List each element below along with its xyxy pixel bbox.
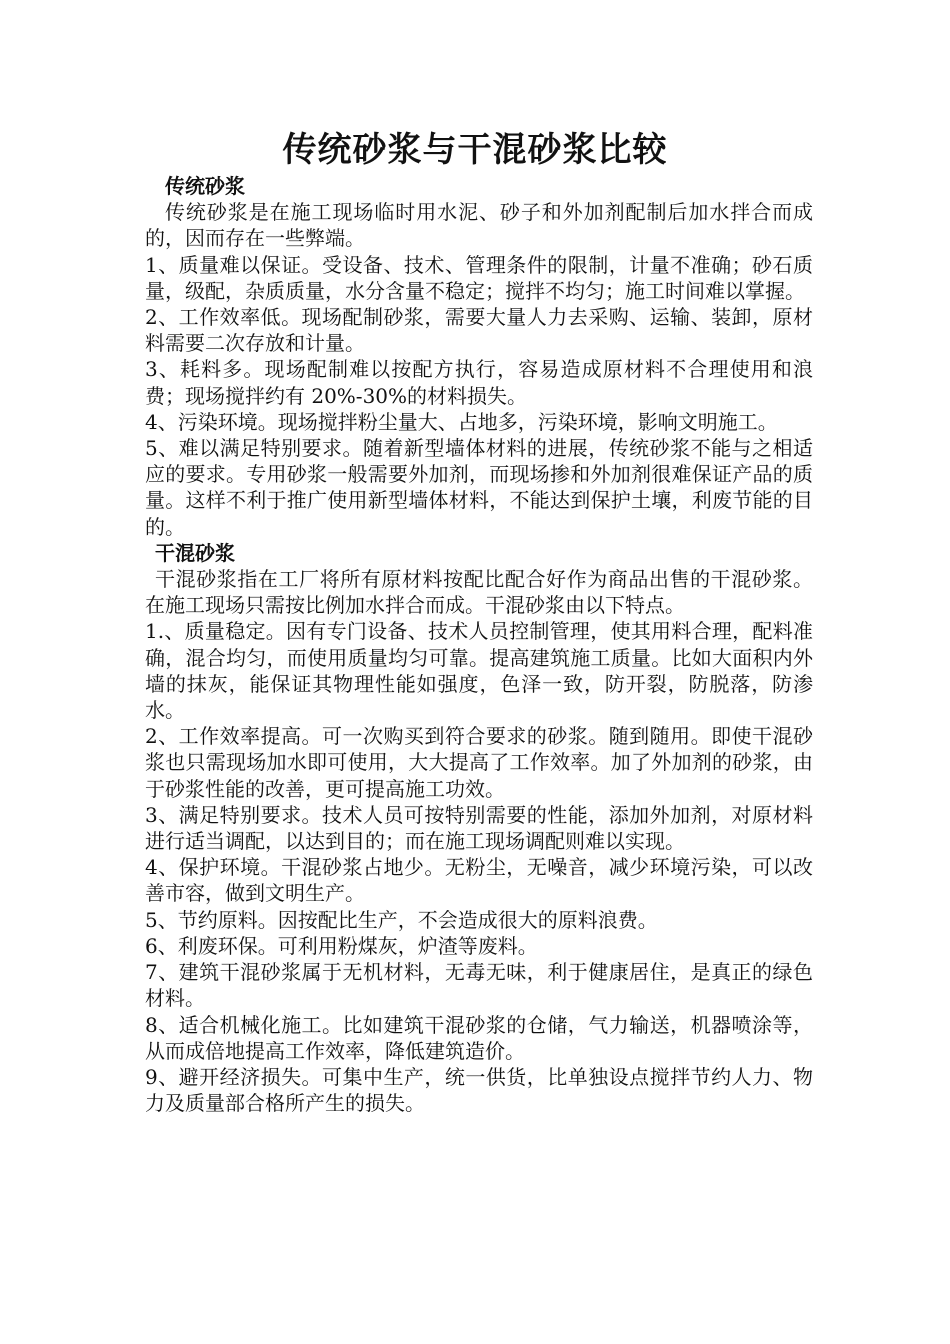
list-item: 4、保护环境。干混砂浆占地少。无粉尘，无噪音，减少环境污染，可以改善市容，做到文明生产。 xyxy=(145,855,813,906)
list-item: 7、建筑干混砂浆属于无机材料，无毒无味，利于健康居住，是真正的绿色材料。 xyxy=(145,960,813,1011)
list-item: 3、耗料多。现场配制难以按配方执行，容易造成原材料不合理使用和浪费；现场搅拌约有 20%-30%的材料损失。 xyxy=(145,357,813,408)
section-intro-traditional: 传统砂浆是在施工现场临时用水泥、砂子和外加剂配制后加水拌合而成的，因而存在一些弊端。 xyxy=(145,200,813,251)
list-item: 4、污染环境。现场搅拌粉尘量大、占地多，污染环境，影响文明施工。 xyxy=(145,409,778,434)
list-item: 8、适合机械化施工。比如建筑干混砂浆的仓储，气力输送，机器喷涂等，从而成倍地提高工作效率，降低建筑造价。 xyxy=(145,1012,813,1063)
list-item: 2、工作效率提高。可一次购买到符合要求的砂浆。随到随用。即使干混砂浆也只需现场加水即可使用，大大提高了工作效率。加了外加剂的砂浆，由于砂浆性能的改善，更可提高施工功效。 xyxy=(145,724,813,801)
list-item: 9、避开经济损失。可集中生产，统一供货，比单独设点搅拌节约人力、物力及质量部合格所产生的损失。 xyxy=(145,1064,813,1116)
section-heading-drymix: 干混砂浆 xyxy=(155,540,235,565)
list-item: 3、满足特别要求。技术人员可按特别需要的性能，添加外加剂，对原材料进行适当调配，以达到目的；而在施工现场调配则难以实现。 xyxy=(145,802,813,854)
list-item: 1、质量难以保证。受设备、技术、管理条件的限制，计量不准确；砂石质量，级配，杂质质量，水分含量不稳定；搅拌不均匀；施工时间难以掌握。 xyxy=(145,252,813,303)
document-body xyxy=(145,173,813,1116)
list-item: 5、难以满足特别要求。随着新型墙体材料的进展，传统砂浆不能与之相适应的要求。专用砂浆一般需要外加剂，而现场掺和外加剂很难保证产品的质量。这样不利于推广使用新型墙体材料，不能达到保护土壤，利废节能的目的。 xyxy=(145,436,813,539)
section-heading-traditional: 传统砂浆 xyxy=(165,174,245,198)
list-item: 1.、质量稳定。因有专门设备、技术人员控制管理，使其用料合理，配料准确，混合均匀，而使用质量均匀可靠。提高建筑施工质量。比如大面积内外墙的抹灰，能保证其物理性能如强度，色泽一致，防开裂，防脱落，防渗水。 xyxy=(145,619,813,723)
list-item: 2、工作效率低。现场配制砂浆，需要大量人力去采购、运输、装卸，原材料需要二次存放和计量。 xyxy=(145,305,813,356)
list-item: 5、节约原料。因按配比生产，不会造成很大的原料浪费。 xyxy=(145,907,658,932)
section-intro-drymix: 干混砂浆指在工厂将所有原材料按配比配合好作为商品出售的干混砂浆。在施工现场只需按比例加水拌合而成。干混砂浆由以下特点。 xyxy=(145,567,813,618)
list-item: 6、利废环保。可利用粉煤灰，炉渣等废料。 xyxy=(145,933,538,958)
page-title: 传统砂浆与干混砂浆比较 xyxy=(282,130,668,170)
